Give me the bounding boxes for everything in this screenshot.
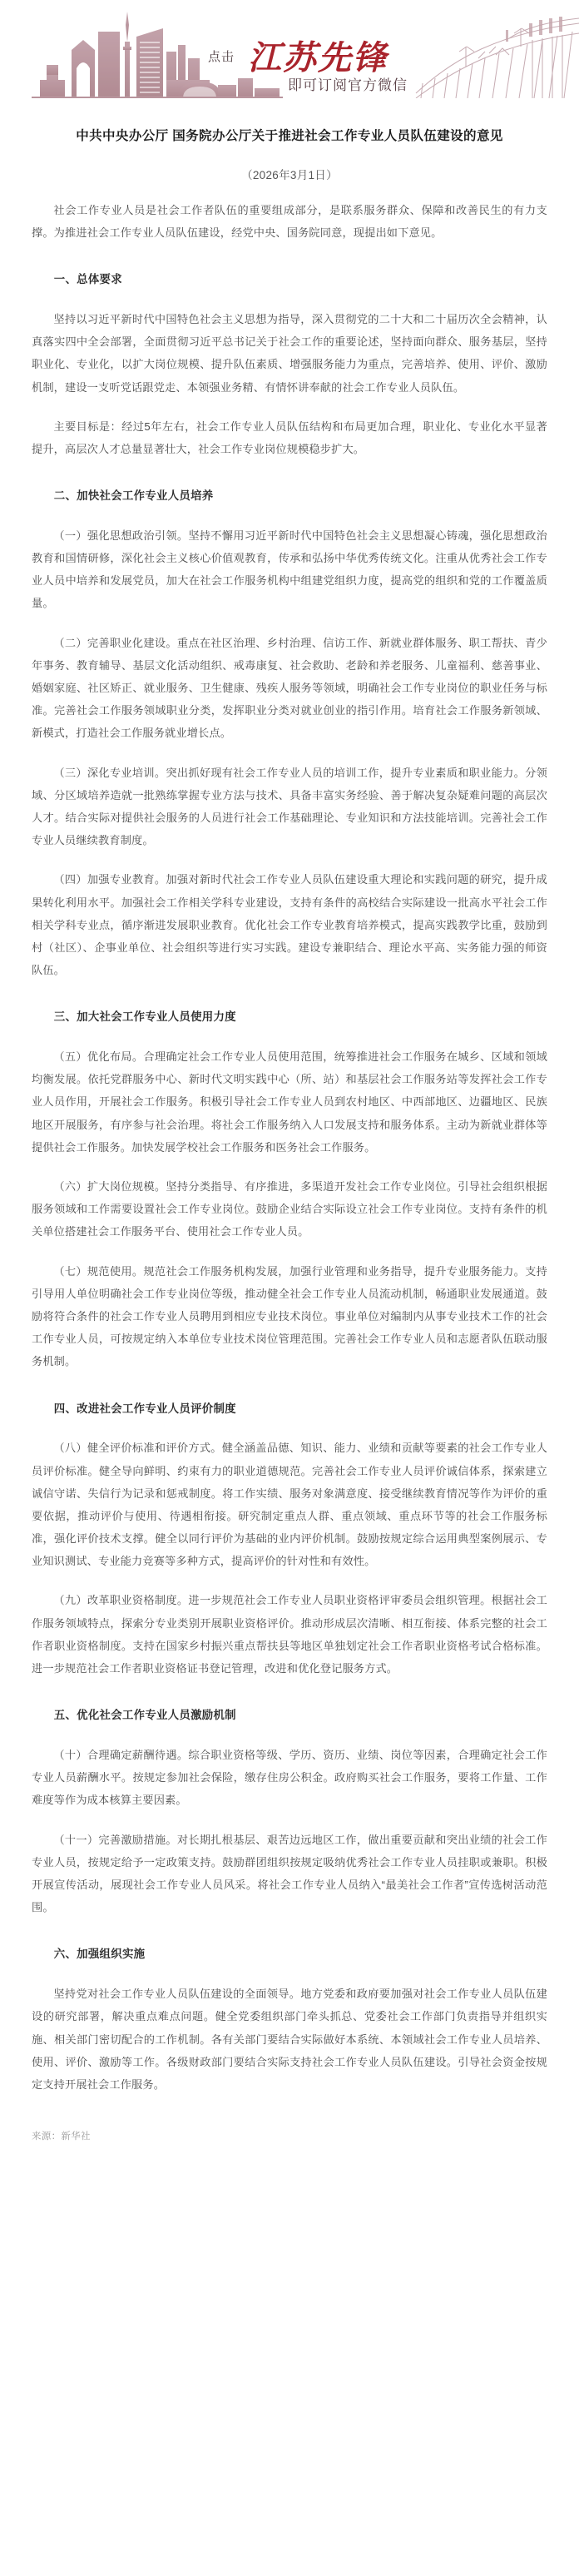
section-4-paragraph-2: （九）改革职业资格制度。进一步规范社会工作专业人员职业资格评审委员会组织管理。根据社会工作服务领域特点，探索分专业类别开展职业资格评价。推动形成层次清晰、相互衔接、体系完整的社会工作者职业资格制度。支持在国家乡村振兴重点帮扶县等地区单独划定社会工作者职业资格考试合格标准。进一步规范社会工作者职业资格证书登记管理，改进和优化登记服务方式。 [32,1594,547,1675]
preamble-paragraph: 社会工作专业人员是社会工作者队伍的重要组成部分，是联系服务群众、保障和改善民生的有力支撑。为推进社会工作专业人员队伍建设，经党中央、国务院同意，现提出如下意见。 [32,203,547,239]
section-heading-6: 六、加强组织实施 [53,1948,146,1961]
section-6-paragraph-1: 坚持党对社会工作专业人员队伍建设的全面领导。地方党委和政府要加强对社会工作专业人员队伍建设的研究部署，解决重点难点问题。健全党委组织部门牵头抓总、党委社会工作部门负责指导并组织实施、相关部门密切配合的工作机制。各有关部门要结合实际做好本系统、本领域社会工作专业人员培养、使用、评价、激励等工作。各级财政部门要结合实际支持社会工作专业人员队伍建设。引导社会资金按规定支持开展社会工作服务。 [32,1988,547,2091]
section-2-paragraph-2: （二）完善职业化建设。重点在社区治理、乡村治理、信访工作、新就业群体服务、职工帮扶、青少年事务、教育辅导、基层文化活动组织、戒毒康复、社会救助、老龄和养老服务、儿童福利、慈善事业、婚姻家庭、社区矫正、就业服务、卫生健康、残疾人服务等领域，明确社会工作专业岗位的职业任务与标准。完善社会工作服务领域职业分类，发挥职业分类对就业创业的指引作用。培育社会工作服务新领域、新模式，打造社会工作服务就业增长点。 [32,636,547,740]
source-attribution: 来源：新华社 [32,2132,91,2142]
section-heading-1: 一、总体要求 [53,273,122,286]
document-body [0,127,579,2189]
section-2-paragraph-1: （一）强化思想政治引领。坚持不懈用习近平新时代中国特色社会主义思想凝心铸魂，强化思想政治教育和国情研修，深化社会主义核心价值观教育，传承和弘扬中华优秀传统文化。注重从优秀社会工作专业人员中培养和发展党员，加大在社会工作服务机构中组建党组织力度，提高党的组织和党的工作覆盖质量。 [32,529,547,610]
wechat-subscribe-banner[interactable] [0,0,579,98]
section-1-paragraph-1: 坚持以习近平新时代中国特色社会主义思想为指导，深入贯彻党的二十大和二十届历次全会精神，认真落实四中全会部署，全面贯彻习近平总书记关于社会工作的重要论述，坚持面向群众、服务基层，坚持职业化、专业化，以扩大岗位规模、提升队伍素质、增强服务能力为重点，完善培养、使用、评价、激励机制，建设一支听党话跟党走、本领强业务精、有情怀讲奉献的社会工作专业人员队伍。 [32,312,547,394]
section-1-paragraph-2: 主要目标是：经过5年左右，社会工作专业人员队伍结构和布局更加合理，职业化、专业化水平显著提升，高层次人才总量显著壮大，社会工作专业岗位规模稳步扩大。 [32,419,547,455]
page-title: 中共中央办公厅 国务院办公厅关于推进社会工作专业人员队伍建设的意见 [76,129,503,143]
document-date: （2026年3月1日） [241,168,338,181]
svg-text:点击: 点击 [208,51,235,64]
section-heading-3: 三、加大社会工作专业人员使用力度 [53,1010,236,1024]
section-heading-5: 五、优化社会工作专业人员激励机制 [53,1709,236,1722]
svg-text:即可订阅官方微信: 即可订阅官方微信 [288,77,408,93]
section-2-paragraph-3: （三）深化专业培训。突出抓好现有社会工作专业人员的培训工作，提升专业素质和职业能力。分领域、分区域培养造就一批熟练掌握专业方法与技术、具备丰富实务经验、善于解决复杂疑难问题的高层次人才。结合实际对提供社会服务的人员进行社会工作基础理论、专业知识和方法技能培训。完善社会工作专业人员继续教育制度。 [32,766,547,847]
section-3-paragraph-2: （六）扩大岗位规模。坚持分类指导、有序推进，多渠道开发社会工作专业岗位。引导社会组织根据服务领域和工作需要设置社会工作专业岗位。鼓励企业结合实际设立社会工作专业岗位。支持有条件的机关单位搭建社会工作服务平台、使用社会工作专业人员。 [32,1180,547,1238]
section-3-paragraph-1: （五）优化布局。合理确定社会工作专业人员使用范围，统筹推进社会工作服务在城乡、区域和领域均衡发展。依托党群服务中心、新时代文明实践中心（所、站）和基层社会工作服务站等发挥社会工作专业人员作用，开展社会工作服务。积极引导社会工作专业人员到农村地区、中西部地区、边疆地区、民族地区开展服务，有序参与社会治理。将社会工作服务纳入人口发展支持和服务体系。主动为新就业群体等提供社会工作服务。加快发展学校社会工作服务和医务社会工作服务。 [32,1050,547,1154]
section-heading-4: 四、改进社会工作专业人员评价制度 [53,1402,236,1415]
bottom-spacer [32,2181,547,2189]
section-2-paragraph-4: （四）加强专业教育。加强对新时代社会工作专业人员队伍建设重大理论和实践问题的研究，提升成果转化利用水平。加强社会工作相关学科专业建设，支持有条件的高校结合实际建设一批高水平社会工作相关学科专业点，循序渐进发展职业教育。优化社会工作专业教育培养模式，提高实践教学比重，鼓励到村（社区）、企事业单位、社会组织等进行实习实践。建设专兼职结合、理论水平高、实务能力强的师资队伍。 [32,873,547,977]
banner-brand-calligraphy [248,39,390,77]
svg-text:江苏先锋: 江苏先锋 [248,39,388,77]
banner-click-label [208,49,235,64]
section-5-paragraph-1: （十）合理确定薪酬待遇。综合职业资格等级、学历、资历、业绩、岗位等因素，合理确定社会工作专业人员薪酬水平。按规定参加社会保险，缴存住房公积金。政府购买社会工作服务，要将工作量、工作难度等作为成本核算主要因素。 [32,1749,547,1807]
section-3-paragraph-3: （七）规范使用。规范社会工作服务机构发展，加强行业管理和业务指导，提升专业服务能力。支持引导用人单位明确社会工作专业岗位等级，推动健全社会工作专业人员流动机制，畅通职业发展通道。鼓励将符合条件的社会工作专业人员聘用到相应专业技术岗位。事业单位对编制内从事专业技术工作的社会工作专业人员，可按规定纳入本单位专业技术岗位管理范围。完善社会工作专业人员和志愿者队伍联动服务机制。 [32,1264,547,1368]
section-heading-2: 二、加快社会工作专业人员培养 [53,489,214,503]
banner-subscribe-label [288,77,408,93]
section-5-paragraph-2: （十一）完善激励措施。对长期扎根基层、艰苦边远地区工作，做出重要贡献和突出业绩的社会工作专业人员，按规定给予一定政策支持。鼓励群团组织按规定吸纳优秀社会工作专业人员挂职或兼职。积极开展宣传活动，展现社会工作专业人员风采。将社会工作专业人员纳入“最美社会工作者”宣传选树活动范围。 [32,1833,547,1914]
section-4-paragraph-1: （八）健全评价标准和评价方式。健全涵盖品德、知识、能力、业绩和贡献等要素的社会工作专业人员评价标准。健全导向鲜明、约束有力的职业道德规范。完善社会工作专业人员评价诚信体系，探索建立诚信守诺、失信行为记录和惩戒制度。将工作实绩、服务对象满意度、接受继续教育情况等作为评价的重要依据，推动评价与使用、待遇相衔接。研究制定重点人群、重点领域、重点环节等的社会工作服务标准，强化评价技术支撑。健全以同行评价为基础的业内评价机制。鼓励按规定综合运用典型案例展示、专业知识测试、专业能力竞赛等多种方式，提高评价的针对性和有效性。 [32,1442,547,1568]
banner-artwork [0,0,579,98]
